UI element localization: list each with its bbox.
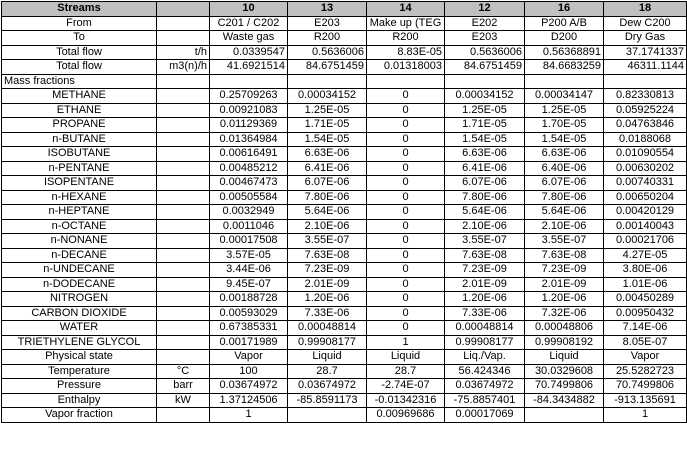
component-row — [2, 263, 687, 278]
cell — [525, 408, 604, 423]
properties-body — [2, 350, 687, 423]
empty-cell — [157, 89, 210, 104]
cell: -85.8591173 — [288, 393, 367, 408]
row-unit: kW — [157, 393, 210, 408]
empty-cell — [157, 306, 210, 321]
cell: 7.33E-06 — [288, 306, 367, 321]
cell: 0.00593029 — [210, 306, 288, 321]
component-row — [2, 335, 687, 350]
cell: 0 — [367, 176, 445, 191]
cell: 37.1741337 — [604, 45, 687, 60]
empty-cell — [157, 132, 210, 147]
cell: 9.45E-07 — [210, 277, 288, 292]
stream-id: 18 — [604, 2, 687, 17]
cell: 0.82330813 — [604, 89, 687, 104]
total-flow-mass-row — [2, 45, 687, 60]
cell: 0.05925224 — [604, 103, 687, 118]
empty-cell — [157, 234, 210, 249]
component-row — [2, 89, 687, 104]
empty-cell — [210, 74, 288, 89]
cell: Vapor — [604, 350, 687, 365]
cell: 0.00950432 — [604, 306, 687, 321]
empty-cell — [288, 74, 367, 89]
empty-cell — [367, 74, 445, 89]
cell: 70.7499806 — [525, 379, 604, 394]
component-row — [2, 103, 687, 118]
cell: 1.54E-05 — [445, 132, 525, 147]
row-label: Vapor fraction — [2, 408, 157, 423]
from-row — [2, 16, 687, 31]
cell: 1.71E-05 — [445, 118, 525, 133]
cell: 0 — [367, 219, 445, 234]
cell: 6.41E-06 — [288, 161, 367, 176]
empty-cell — [157, 219, 210, 234]
empty-cell — [157, 277, 210, 292]
cell: 25.5282723 — [604, 364, 687, 379]
cell: 6.63E-06 — [288, 147, 367, 162]
cell: 7.33E-06 — [445, 306, 525, 321]
row-label: Total flow — [2, 45, 157, 60]
cell: 0.03674972 — [445, 379, 525, 394]
cell: 3.57E-05 — [210, 248, 288, 263]
cell: 6.07E-06 — [525, 176, 604, 191]
cell: Waste gas — [210, 31, 288, 46]
cell: 8.83E-05 — [367, 45, 445, 60]
cell: 0.99908192 — [525, 335, 604, 350]
cell: 100 — [210, 364, 288, 379]
cell: 0.00420129 — [604, 205, 687, 220]
empty-cell — [157, 190, 210, 205]
cell: 6.07E-06 — [445, 176, 525, 191]
cell: 2.01E-09 — [525, 277, 604, 292]
component-name: n-NONANE — [2, 234, 157, 249]
component-name: CARBON DIOXIDE — [2, 306, 157, 321]
row-unit — [157, 350, 210, 365]
cell: E203 — [445, 31, 525, 46]
row-label: Total flow — [2, 60, 157, 75]
cell: 0.5636006 — [445, 45, 525, 60]
empty-cell — [157, 74, 210, 89]
stream-id: 12 — [445, 2, 525, 17]
empty-cell — [157, 147, 210, 162]
cell: 0 — [367, 321, 445, 336]
component-row — [2, 190, 687, 205]
stream-id: 14 — [367, 2, 445, 17]
cell: 7.63E-08 — [288, 248, 367, 263]
component-row — [2, 306, 687, 321]
cell: 1.54E-05 — [288, 132, 367, 147]
component-name: n-DECANE — [2, 248, 157, 263]
cell: -84.3434882 — [525, 393, 604, 408]
cell: 0.56368891 — [525, 45, 604, 60]
header-label: Streams — [2, 2, 157, 17]
component-name: METHANE — [2, 89, 157, 104]
component-name: TRIETHYLENE GLYCOL — [2, 335, 157, 350]
cell: 2.01E-09 — [445, 277, 525, 292]
empty-cell — [157, 263, 210, 278]
stream-table — [1, 1, 687, 423]
cell: 0.00048814 — [288, 321, 367, 336]
components-body — [2, 89, 687, 350]
cell: 0.00034147 — [525, 89, 604, 104]
cell: 0 — [367, 161, 445, 176]
row-unit: t/h — [157, 45, 210, 60]
cell: 6.07E-06 — [288, 176, 367, 191]
cell: 7.23E-09 — [288, 263, 367, 278]
cell: 7.14E-06 — [604, 321, 687, 336]
row-label: From — [2, 16, 157, 31]
row-label: Pressure — [2, 379, 157, 394]
component-name: n-BUTANE — [2, 132, 157, 147]
component-name: ETHANE — [2, 103, 157, 118]
stream-id: 13 — [288, 2, 367, 17]
cell: 0 — [367, 118, 445, 133]
cell: D200 — [525, 31, 604, 46]
cell: 1.25E-05 — [288, 103, 367, 118]
cell: 6.40E-06 — [525, 161, 604, 176]
row-unit: m3(n)/h — [157, 60, 210, 75]
cell: 7.80E-06 — [445, 190, 525, 205]
empty-cell — [157, 248, 210, 263]
cell: 0 — [367, 205, 445, 220]
cell: 28.7 — [288, 364, 367, 379]
cell: Vapor — [210, 350, 288, 365]
empty-cell — [157, 118, 210, 133]
cell: Make up (TEG — [367, 16, 445, 31]
cell: 0.00630202 — [604, 161, 687, 176]
component-name: ISOPENTANE — [2, 176, 157, 191]
cell: 2.10E-06 — [445, 219, 525, 234]
cell: 0.0011046 — [210, 219, 288, 234]
empty-cell — [157, 205, 210, 220]
component-name: WATER — [2, 321, 157, 336]
cell: 0 — [367, 190, 445, 205]
cell: 7.80E-06 — [525, 190, 604, 205]
cell: 5.64E-06 — [525, 205, 604, 220]
cell: 0.99908177 — [445, 335, 525, 350]
cell: 1 — [210, 408, 288, 423]
cell: 2.10E-06 — [288, 219, 367, 234]
component-name: PROPANE — [2, 118, 157, 133]
row-unit: °C — [157, 364, 210, 379]
component-row — [2, 321, 687, 336]
cell: 0 — [367, 292, 445, 307]
cell: 1.54E-05 — [525, 132, 604, 147]
cell: 0.00017508 — [210, 234, 288, 249]
cell: 0.0339547 — [210, 45, 288, 60]
empty-cell — [445, 74, 525, 89]
cell: 1.71E-05 — [288, 118, 367, 133]
cell: 0.00034152 — [288, 89, 367, 104]
cell: -913.135691 — [604, 393, 687, 408]
cell: 7.23E-09 — [445, 263, 525, 278]
cell: 0.01318003 — [367, 60, 445, 75]
cell: 0.00048806 — [525, 321, 604, 336]
cell: 0 — [367, 103, 445, 118]
cell: 0 — [367, 132, 445, 147]
cell: Dew C200 — [604, 16, 687, 31]
cell: 0.00650204 — [604, 190, 687, 205]
component-row — [2, 147, 687, 162]
cell: -75.8857401 — [445, 393, 525, 408]
component-row — [2, 277, 687, 292]
pressure-row — [2, 379, 687, 394]
component-row — [2, 118, 687, 133]
component-row — [2, 248, 687, 263]
cell: 30.0329608 — [525, 364, 604, 379]
section-label: Mass fractions — [2, 74, 157, 89]
total-flow-volume-row — [2, 60, 687, 75]
cell: 0.00021706 — [604, 234, 687, 249]
cell: P200 A/B — [525, 16, 604, 31]
cell: 0.01129369 — [210, 118, 288, 133]
cell: 70.7499806 — [604, 379, 687, 394]
stream-table-body — [2, 2, 687, 89]
header-row — [2, 2, 687, 17]
cell: 3.80E-06 — [604, 263, 687, 278]
cell: E202 — [445, 16, 525, 31]
cell: Liquid — [367, 350, 445, 365]
cell: 0.01364984 — [210, 132, 288, 147]
row-unit — [157, 408, 210, 423]
cell: 6.41E-06 — [445, 161, 525, 176]
cell: 1.20E-06 — [525, 292, 604, 307]
cell: 0.00485212 — [210, 161, 288, 176]
cell: C201 / C202 — [210, 16, 288, 31]
cell: 3.55E-07 — [288, 234, 367, 249]
cell: 2.10E-06 — [525, 219, 604, 234]
cell: R200 — [367, 31, 445, 46]
cell: 1.25E-05 — [445, 103, 525, 118]
cell: Dry Gas — [604, 31, 687, 46]
cell: 7.23E-09 — [525, 263, 604, 278]
component-name: n-UNDECANE — [2, 263, 157, 278]
cell: 0.67385331 — [210, 321, 288, 336]
cell: 1.20E-06 — [288, 292, 367, 307]
cell: 0.03674972 — [288, 379, 367, 394]
cell: 1.20E-06 — [445, 292, 525, 307]
cell: 5.64E-06 — [445, 205, 525, 220]
cell: 7.63E-08 — [525, 248, 604, 263]
cell: 6.63E-06 — [525, 147, 604, 162]
component-row — [2, 176, 687, 191]
cell: 0.00188728 — [210, 292, 288, 307]
cell: 1 — [367, 335, 445, 350]
empty-cell — [157, 176, 210, 191]
cell: -2.74E-07 — [367, 379, 445, 394]
cell: Liq./Vap. — [445, 350, 525, 365]
cell: 0.0032949 — [210, 205, 288, 220]
cell: 0.00048814 — [445, 321, 525, 336]
component-row — [2, 292, 687, 307]
cell: 0 — [367, 277, 445, 292]
component-name: n-OCTANE — [2, 219, 157, 234]
physical-state-row — [2, 350, 687, 365]
cell: 0.00171989 — [210, 335, 288, 350]
temperature-row — [2, 364, 687, 379]
stream-id: 16 — [525, 2, 604, 17]
cell: 0.00140043 — [604, 219, 687, 234]
component-row — [2, 219, 687, 234]
empty-cell — [157, 335, 210, 350]
cell: 84.6751459 — [445, 60, 525, 75]
component-name: n-HEPTANE — [2, 205, 157, 220]
component-name: n-HEXANE — [2, 190, 157, 205]
component-row — [2, 205, 687, 220]
cell: 0.5636006 — [288, 45, 367, 60]
cell: 0.03674972 — [210, 379, 288, 394]
cell: 84.6751459 — [288, 60, 367, 75]
row-unit — [157, 16, 210, 31]
cell: 0.00450289 — [604, 292, 687, 307]
cell: 0.00505584 — [210, 190, 288, 205]
cell: 1.25E-05 — [525, 103, 604, 118]
cell: 7.32E-06 — [525, 306, 604, 321]
empty-cell — [157, 161, 210, 176]
cell: 0.01090554 — [604, 147, 687, 162]
component-name: n-PENTANE — [2, 161, 157, 176]
component-row — [2, 132, 687, 147]
cell: 0 — [367, 234, 445, 249]
cell: 5.64E-06 — [288, 205, 367, 220]
cell: 3.55E-07 — [525, 234, 604, 249]
cell: 41.6921514 — [210, 60, 288, 75]
empty-cell — [157, 321, 210, 336]
cell: 28.7 — [367, 364, 445, 379]
empty-cell — [157, 292, 210, 307]
cell: 0.99908177 — [288, 335, 367, 350]
cell: 0.04763846 — [604, 118, 687, 133]
cell: 0 — [367, 263, 445, 278]
cell: 0.25709263 — [210, 89, 288, 104]
cell: 4.27E-05 — [604, 248, 687, 263]
cell: 0.00921083 — [210, 103, 288, 118]
cell: 3.44E-06 — [210, 263, 288, 278]
cell — [288, 408, 367, 423]
row-unit — [157, 31, 210, 46]
empty-cell — [604, 74, 687, 89]
mass-fractions-row — [2, 74, 687, 89]
component-row — [2, 161, 687, 176]
cell: 7.80E-06 — [288, 190, 367, 205]
stream-id: 10 — [210, 2, 288, 17]
row-label: Physical state — [2, 350, 157, 365]
cell: -0.01342316 — [367, 393, 445, 408]
cell: 0.00034152 — [445, 89, 525, 104]
to-row — [2, 31, 687, 46]
cell: 0.0188068 — [604, 132, 687, 147]
empty-cell — [525, 74, 604, 89]
cell: 0 — [367, 147, 445, 162]
enthalpy-row — [2, 393, 687, 408]
cell: 0.00740331 — [604, 176, 687, 191]
cell: 8.05E-07 — [604, 335, 687, 350]
cell: 6.63E-06 — [445, 147, 525, 162]
cell: 56.424346 — [445, 364, 525, 379]
cell: 2.01E-09 — [288, 277, 367, 292]
header-unit — [157, 2, 210, 17]
cell: 7.63E-08 — [445, 248, 525, 263]
cell: 1.70E-05 — [525, 118, 604, 133]
cell: 0.00017069 — [445, 408, 525, 423]
cell: R200 — [288, 31, 367, 46]
component-name: n-DODECANE — [2, 277, 157, 292]
cell: Liquid — [525, 350, 604, 365]
cell: 46311.1144 — [604, 60, 687, 75]
cell: 0 — [367, 306, 445, 321]
cell: 0.00969686 — [367, 408, 445, 423]
cell: 0 — [367, 248, 445, 263]
cell: 3.55E-07 — [445, 234, 525, 249]
cell: 0 — [367, 89, 445, 104]
row-label: Temperature — [2, 364, 157, 379]
cell: 0.00467473 — [210, 176, 288, 191]
cell: Liquid — [288, 350, 367, 365]
row-label: Enthalpy — [2, 393, 157, 408]
component-name: NITROGEN — [2, 292, 157, 307]
component-name: ISOBUTANE — [2, 147, 157, 162]
row-label: To — [2, 31, 157, 46]
cell: 1.01E-06 — [604, 277, 687, 292]
vapor-fraction-row — [2, 408, 687, 423]
row-unit: barr — [157, 379, 210, 394]
cell: E203 — [288, 16, 367, 31]
component-row — [2, 234, 687, 249]
cell: 0.00616491 — [210, 147, 288, 162]
cell: 84.6683259 — [525, 60, 604, 75]
empty-cell — [157, 103, 210, 118]
cell: 1.37124506 — [210, 393, 288, 408]
cell: 1 — [604, 408, 687, 423]
